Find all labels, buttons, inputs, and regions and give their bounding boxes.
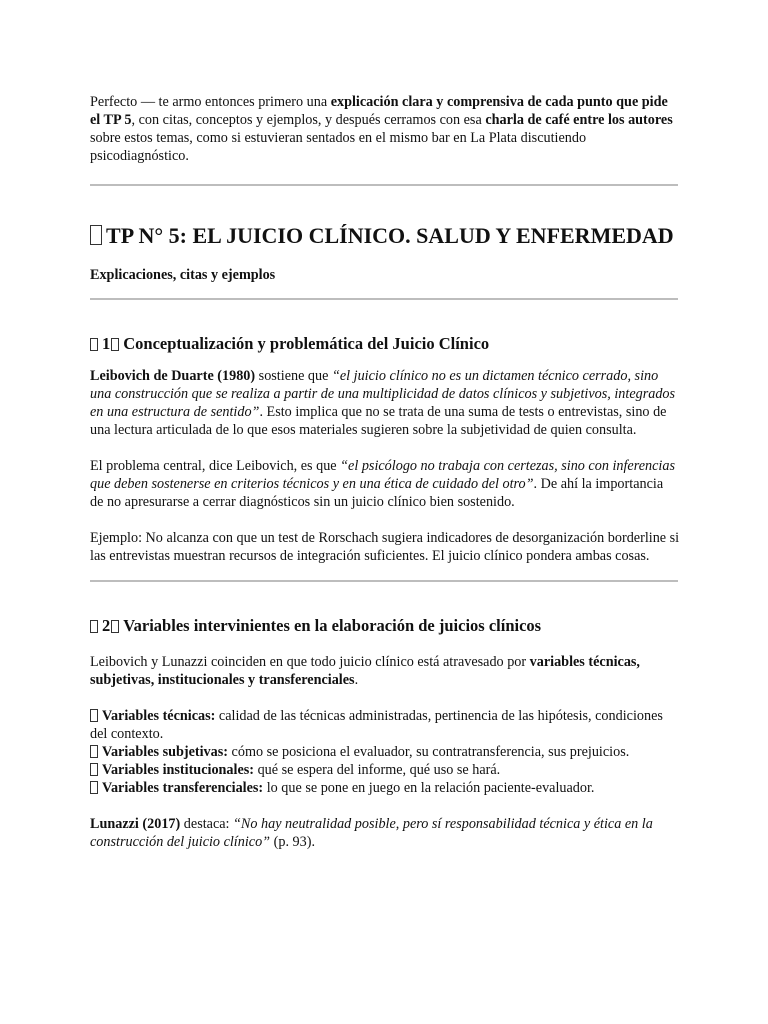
paragraph-text: . <box>354 672 359 688</box>
missing-glyph-icon <box>90 745 98 758</box>
intro-paragraph <box>90 93 680 165</box>
page-subtitle: Explicaciones, citas y ejemplos <box>90 267 276 283</box>
variable-text: qué se espera del informe, qué uso se hará. <box>254 762 501 778</box>
section-1-paragraph-2 <box>90 457 680 511</box>
missing-glyph-icon <box>90 338 98 351</box>
variable-label: Variables institucionales: <box>102 762 255 778</box>
section-1-paragraph-1 <box>90 367 680 439</box>
citation-quote: “el psicólogo no trabaja con certezas, sino con inferencias que deben sostenerse en criterios técnicos y en una ética de cuidado del otro” <box>90 458 675 492</box>
missing-glyph-icon <box>90 709 98 722</box>
missing-glyph-icon <box>111 338 119 351</box>
section-1-example: Ejemplo: No alcanza con que un test de Rorschach sugiera indicadores de desorganización borderline si las entrevistas muestran recursos de integración suficientes. El juicio clínico pondera ambas cosas. <box>90 530 680 564</box>
section-2-heading <box>90 616 680 636</box>
missing-glyph-icon <box>90 620 98 633</box>
section-1-heading <box>90 334 680 354</box>
list-item <box>90 707 680 743</box>
intro-text: Perfecto — te armo entonces primero una <box>90 94 331 110</box>
section-2-paragraph-2 <box>90 815 680 851</box>
missing-glyph-icon <box>90 225 102 245</box>
citation-author: Leibovich de Duarte (1980) <box>90 368 256 384</box>
intro-bold-text: explicación clara y comprensiva de cada punto que pide el TP 5 <box>90 94 668 128</box>
citation-quote: “No hay neutralidad posible, pero sí responsabilidad técnica y ética en la construcción del juicio clínico” <box>90 816 653 850</box>
paragraph-text: . De ahí la importancia de no apresurarse a cerrar diagnósticos sin un juicio clínico bien sostenido. <box>90 476 664 510</box>
paragraph-text: destaca: <box>180 816 234 832</box>
variable-label: Variables técnicas: <box>102 708 216 724</box>
missing-glyph-icon <box>90 763 98 776</box>
intro-text: , con citas, conceptos y ejemplos, y después cerramos con esa <box>131 112 486 128</box>
variable-label: Variables subjetivas: <box>102 744 228 760</box>
intro-text: sobre estos temas, como si estuvieran sentados en el mismo bar en La Plata discutiendo psicodiagnóstico. <box>90 130 587 164</box>
variable-text: cómo se posiciona el evaluador, su contratransferencia, sus prejuicios. <box>228 744 630 760</box>
section-1-number: 1 <box>102 334 111 353</box>
variable-text: calidad de las técnicas administradas, pertinencia de las hipótesis, condiciones del contexto. <box>90 708 663 742</box>
paragraph-bold-text: variables técnicas, subjetivas, institucionales y transferenciales <box>90 654 640 688</box>
list-item <box>90 779 680 797</box>
intro-bold-text: charla de café entre los autores <box>485 112 673 128</box>
list-item <box>90 761 680 779</box>
paragraph-text: (p. 93). <box>270 834 315 850</box>
paragraph-text: sostiene que <box>255 368 332 384</box>
section-2-paragraph-1 <box>90 653 680 689</box>
paragraph-text: Leibovich y Lunazzi coinciden en que todo juicio clínico está atravesado por <box>90 654 530 670</box>
section-2-number: 2 <box>102 616 111 635</box>
citation-quote: “el juicio clínico no es un dictamen técnico cerrado, sino una construcción que se realiza a partir de una multiplicidad de datos clínicos y subjetivos, integrados en una estructura de sentido” <box>90 368 676 420</box>
missing-glyph-icon <box>90 781 98 794</box>
variables-list <box>90 707 680 797</box>
list-item <box>90 743 680 761</box>
missing-glyph-icon <box>111 620 119 633</box>
variable-label: Variables transferenciales: <box>102 780 264 796</box>
section-2-heading-text: Variables intervinientes en la elaboración de juicios clínicos <box>123 616 542 635</box>
citation-author: Lunazzi (2017) <box>90 816 181 832</box>
paragraph-text: El problema central, dice Leibovich, es que <box>90 458 341 474</box>
variable-text: lo que se pone en juego en la relación paciente-evaluador. <box>263 780 595 796</box>
document-page <box>90 93 680 851</box>
paragraph-text: . Esto implica que no se trata de una suma de tests o entrevistas, sino de una lectura articulada de lo que esos materiales sugieren sobre la subjetividad de quien consulta. <box>90 404 667 438</box>
page-title-text: TP N° 5: EL JUICIO CLÍNICO. SALUD Y ENFERMEDAD <box>106 223 674 248</box>
section-1-heading-text: Conceptualización y problemática del Juicio Clínico <box>123 334 490 353</box>
page-title <box>90 222 680 250</box>
